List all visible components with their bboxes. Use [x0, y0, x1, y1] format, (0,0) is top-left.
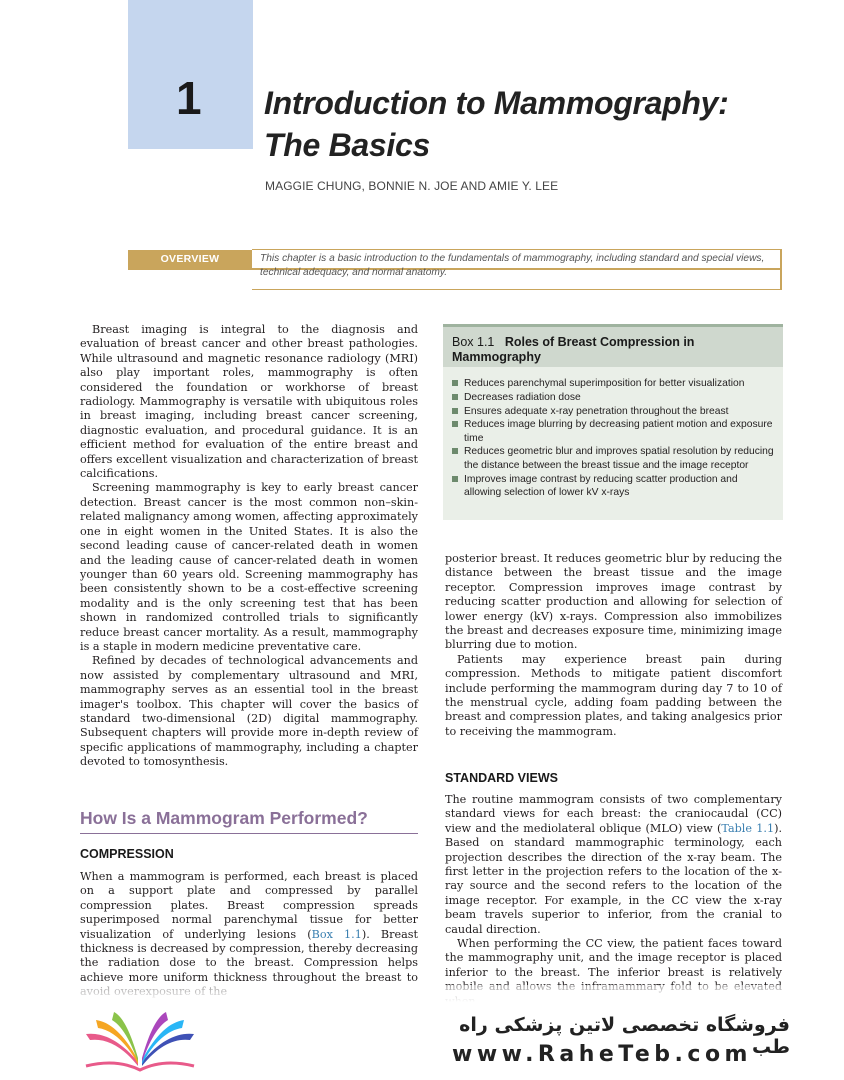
square-bullet-icon [452, 476, 458, 482]
square-bullet-icon [452, 380, 458, 386]
overview-right-rule [780, 249, 782, 290]
overview-bottom-rule [252, 289, 782, 290]
overview-text: This chapter is a basic introduction to the fundamentals of mammography, including standard and special views, technical adequacy, and normal anatomy. [260, 253, 765, 278]
body-paragraph: Patients may experience breast pain during compression. Methods to mitigate patient discomfort include performing the mammogram during day 7 to 10 of the menstrual cycle, adding foam padding between the breast and compression plates, and taking analgesics prior to receiving the mammogram. [445, 652, 782, 738]
store-url[interactable]: www.RaheTeb.com [452, 1042, 752, 1067]
chapter-title [264, 82, 728, 166]
body-paragraph [80, 870, 418, 1000]
square-bullet-icon [452, 448, 458, 454]
box-1-1 [443, 324, 783, 520]
overview-top-rule [252, 249, 782, 250]
chapter-authors: MAGGIE CHUNG, BONNIE N. JOE AND AMIE Y. LEE [265, 179, 559, 193]
right-column-standard-views [445, 793, 782, 1009]
square-bullet-icon [452, 408, 458, 414]
table-reference-link[interactable]: Table 1.1 [721, 821, 775, 835]
open-book-logo-icon [80, 1010, 200, 1072]
section-heading: How Is a Mammogram Performed? [80, 808, 368, 828]
store-name: فروشگاه تخصصی لاتین پزشکی راه طب [459, 1014, 790, 1058]
body-paragraph: posterior breast. It reduces geometric blur by reducing the distance between the breast tissue and the image receptor. Compression improves image contrast by reducing scatter production and allowing for selection of lower energy (kV) x-rays. Compression also immobilizes the breast and decreases exposure time, minimizing image blurring due to motion. [445, 552, 782, 652]
body-paragraph: When performing the CC view, the patient faces toward the mammography unit, and the image receptor is placed inferior to the breast. The inferior breast is relatively [445, 937, 782, 979]
body-paragraph: Refined by decades of technological advancements and now assisted by complementary ultrasound and MRI, mammography serves as an essential tool in the breast imager's toolbox. This chapter will cover the basics of standard two-dimensional (2D) digital mammography. Subsequent chapters will provide more in-depth review of specific applications of mammography, including a chapter devoted to tomosynthesis. [80, 654, 418, 769]
right-column-compression [445, 552, 782, 739]
overview-label: OVERVIEW [128, 250, 252, 269]
body-paragraph [445, 793, 782, 937]
list-item: Reduces parenchymal superimposition for better visualization [452, 377, 776, 390]
left-column-intro [80, 323, 418, 770]
box-number: Box 1.1 [452, 335, 495, 349]
list-item: Improves image contrast by reducing scatter production and allowing selection of lower kV x-rays [452, 473, 776, 500]
chapter-number: 1 [176, 72, 202, 124]
body-paragraph: Screening mammography is key to early breast cancer detection. Breast cancer is the most common non–skin-related malignancy among women, affecting approximately one in eight women in the United States. It is also the second leading cause of cancer-related death in women and the leading cause of cancer-related death in women younger than 60 years old. Screening mammography has been consistently shown to be a cost-effective screening modality and is the only screening test that has been shown in randomized controlled trials to significantly reduce breast cancer mortality. As a result, mammography is a staple in modern medicine preventative care. [80, 481, 418, 653]
list-item: Ensures adequate x-ray penetration throughout the breast [452, 405, 776, 418]
views-text-end: ). Based on standard mammographic terminology, each projection describes the direction of the x-ray beam. The first letter in the projection refers to the location of the x-ray source and the second refers to the location of the image receptor. For example, in the CC view the x-ray beam travels superior to inferior, from the cranial to caudal direction. [445, 821, 782, 936]
views-text-start: The routine mammogram consists of two complementary standard views for each breast: the craniocaudal (CC) view and the mediolateral oblique (MLO) view ( [445, 793, 782, 835]
box-bullet-list [452, 377, 776, 500]
compression-text-start: When a mammogram is performed, each breast is placed on a support plate and compressed by parallel compression plates. Breast compression spreads superimposed normal parenchymal tissue for better visualization of underlying lesions ( [80, 870, 418, 941]
subheading-standard-views: STANDARD VIEWS [445, 771, 558, 785]
square-bullet-icon [452, 421, 458, 427]
list-item: Reduces image blurring by decreasing patient motion and exposure time [452, 418, 776, 445]
left-column-compression [80, 870, 418, 1000]
box-name: Roles of Breast Compression in Mammography [452, 335, 695, 364]
box-reference-link[interactable]: Box 1.1 [311, 927, 362, 941]
body-paragraph: Breast imaging is integral to the diagnosis and evaluation of breast cancer and other breast pathologies. While ultrasound and magnetic resonance radiology (MRI) also play important roles, mammography is often considered the foundation or workhorse of breast radiology. Mammography is versatile with ubiquitous roles in breast imaging, including breast cancer screening, diagnostic evaluation, and procedural guidance. It is an efficient method for evaluation of the entire breast and offers excellent visualization and characterization of breast calcifications. [80, 323, 418, 481]
compression-text-end: ). Breast thickness is decreased by compression, thereby decreasing the radiation dose to the breast. Compression helps achieve more uniform thickness throughout the breast to [80, 927, 418, 984]
chapter-title-line2: The Basics [264, 127, 430, 163]
subheading-compression: COMPRESSION [80, 847, 174, 861]
square-bullet-icon [452, 394, 458, 400]
list-item: Decreases radiation dose [452, 391, 776, 404]
box-title [452, 335, 772, 365]
list-item: Reduces geometric blur and improves spatial resolution by reducing the distance between the breast tissue and the image receptor [452, 445, 776, 472]
chapter-title-line1: Introduction to Mammography: [264, 85, 729, 121]
section-heading-rule [80, 833, 418, 834]
